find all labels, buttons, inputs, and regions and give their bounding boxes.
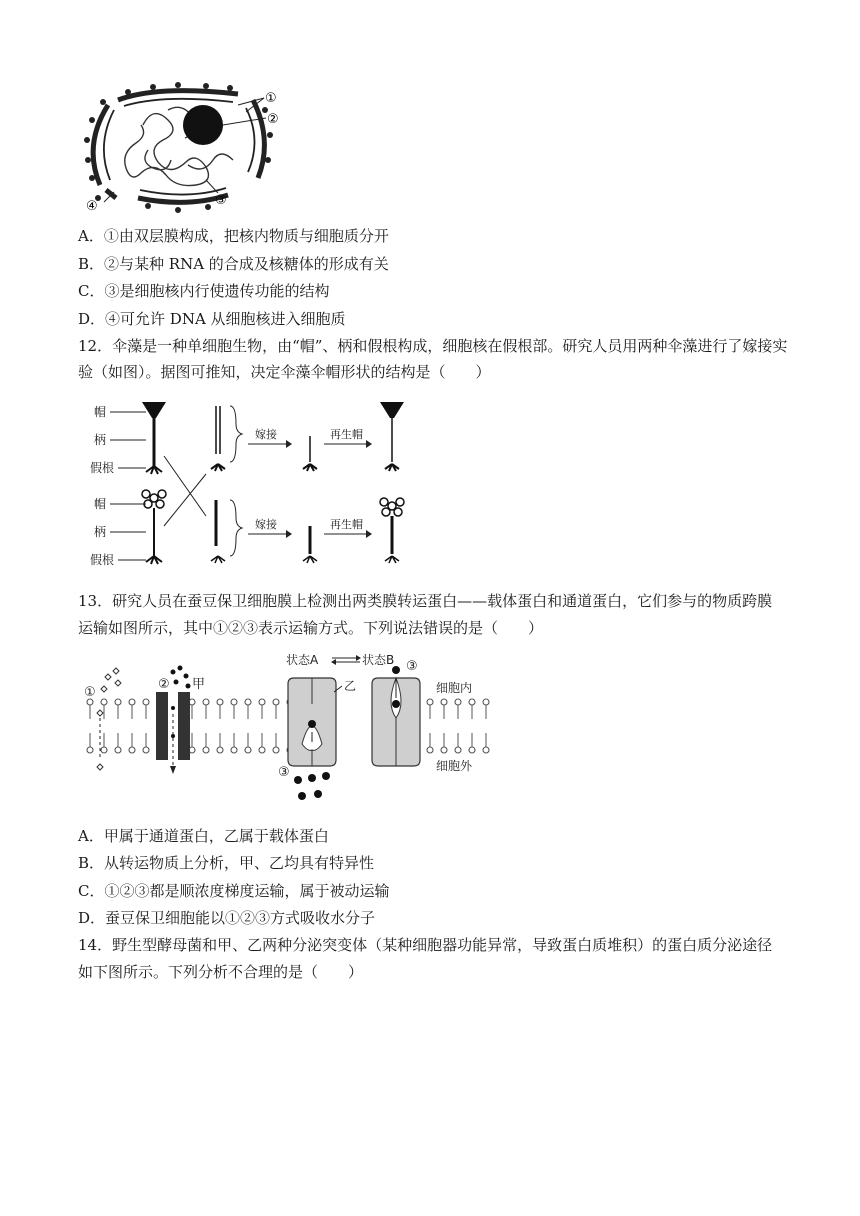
q14-stem-line1: 14．野生型酵母菌和甲、乙两种分泌突变体（某种细胞器功能异常，导致蛋白质堆积）的蛋白质分泌途径 xyxy=(78,936,773,954)
label-stalk-bottom: 柄 xyxy=(94,525,107,539)
regen-label-top: 再生帽 xyxy=(330,428,363,441)
q13-stem-line1: 13．研究人员在蚕豆保卫细胞膜上检测出两类膜转运蛋白——载体蛋白和通道蛋白，它们参与的物质跨膜 xyxy=(78,592,773,610)
label-rhizoid-top: 假根 xyxy=(90,461,115,475)
label-cap-bottom: 帽 xyxy=(94,497,107,511)
q11-option-a: A．①由双层膜构成，把核内物质与细胞质分开 xyxy=(78,227,389,245)
marker-1-diffusion: ① xyxy=(84,685,96,700)
marker-3-state-a: ③ xyxy=(278,765,290,780)
label-yi: 乙 xyxy=(344,679,357,693)
q11-option-d: D．④可允许 DNA 从细胞核进入细胞质 xyxy=(78,310,346,328)
marker-2: ② xyxy=(267,112,279,127)
label-jia: 甲 xyxy=(192,677,206,692)
label-inside: 细胞内 xyxy=(436,681,473,695)
membrane-transport-figure xyxy=(80,648,515,816)
q11-option-b: B．②与某种 RNA 的合成及核糖体的形成有关 xyxy=(78,255,389,273)
grafting-figure xyxy=(80,396,410,578)
marker-4: ④ xyxy=(86,199,98,214)
q11-option-c: C．③是细胞核内行使遗传功能的结构 xyxy=(78,282,330,300)
label-cap-top: 帽 xyxy=(94,405,107,419)
state-b-label: 状态B xyxy=(362,653,395,667)
label-rhizoid-bottom: 假根 xyxy=(90,553,115,567)
marker-1: ① xyxy=(265,91,277,106)
graft-label-top: 嫁接 xyxy=(255,428,277,441)
q12-stem-line2: 验（如图）。据图可推知，决定伞藻伞帽形状的结构是（ ） xyxy=(78,363,491,381)
q13-option-c: C．①②③都是顺浓度梯度运输，属于被动运输 xyxy=(78,882,390,900)
q13-option-a: A．甲属于通道蛋白，乙属于载体蛋白 xyxy=(78,827,329,845)
marker-3: ③ xyxy=(215,193,227,208)
q13-option-d: D．蚕豆保卫细胞能以①②③方式吸收水分子 xyxy=(78,909,376,927)
q12-stem-line1: 12．伞藻是一种单细胞生物，由“帽”、柄和假根构成，细胞核在假根部。研究人员用两种伞藻进行了嫁接实 xyxy=(78,337,788,355)
marker-3-state-b: ③ xyxy=(406,659,418,674)
regen-label-bottom: 再生帽 xyxy=(330,518,363,531)
graft-label-bottom: 嫁接 xyxy=(255,518,277,531)
nucleus-figure xyxy=(78,80,288,218)
label-stalk-top: 柄 xyxy=(94,433,107,447)
state-a-label: 状态A xyxy=(286,653,319,667)
q14-stem-line2: 如下图所示。下列分析不合理的是（ ） xyxy=(78,963,364,981)
q13-stem-line2: 运输如图所示，其中①②③表示运输方式。下列说法错误的是（ ） xyxy=(78,619,544,637)
marker-2-channel: ② xyxy=(158,677,170,692)
q13-option-b: B．从转运物质上分析，甲、乙均具有特异性 xyxy=(78,854,375,872)
label-outside: 细胞外 xyxy=(436,759,473,773)
